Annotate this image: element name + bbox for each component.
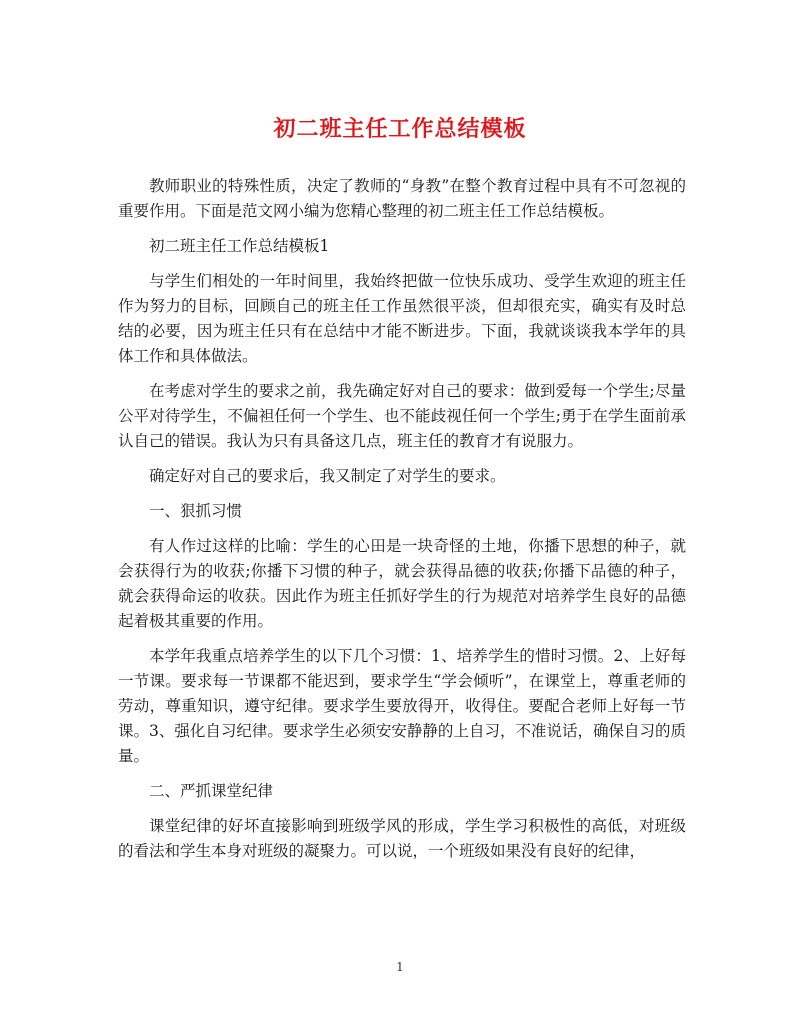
section-heading-template-1: 初二班主任工作总结模板1 <box>149 237 330 255</box>
page-number: 1 <box>396 960 404 974</box>
body-paragraph: 课堂纪律的好坏直接影响到班级学风的形成，学生学习积极性的高低，对班级的看法和学生本身对班级的凝聚力。可以说，一个班级如果没有良好的纪律， <box>118 817 686 860</box>
document-body <box>118 174 686 874</box>
section-heading-discipline: 二、严抓课堂纪律 <box>149 782 274 800</box>
body-paragraph: 本学年我重点培养学生的以下几个习惯：1、培养学生的惜时习惯。2、上好每一节课。要求每一节课都不能迟到，要求学生“学会倾听”，在课堂上，尊重老师的劳动，尊重知识，遵守纪律。要求学生要放得开，收得住。要配合老师上好每一节课。3、强化自习纪律。要求学生必须安安静静的上自习，不准说话，确保自习的质量。 <box>118 647 686 765</box>
body-paragraph: 确定好对自己的要求后，我又制定了对学生的要求。 <box>149 467 506 485</box>
body-paragraph: 与学生们相处的一年时间里，我始终把做一位快乐成功、受学生欢迎的班主任作为努力的目标，回顾自己的班主任工作虽然很平淡，但却很充实，确实有及时总结的必要，因为班主任只有在总结中才能不断进步。下面，我就谈谈我本学年的具体工作和具体做法。 <box>118 272 686 365</box>
body-paragraph: 有人作过这样的比喻：学生的心田是一块奇怪的土地，你播下思想的种子，就会获得行为的收获;你播下习惯的种子，就会获得品德的收获;你播下品德的种子，就会获得命运的收获。因此作为班主任抓好学生的行为规范对培养学生良好的品德起着极其重要的作用。 <box>118 537 686 630</box>
document-title: 初二班主任工作总结模板 <box>273 116 527 142</box>
intro-paragraph: 教师职业的特殊性质，决定了教师的“身教”在整个教育过程中具有不可忽视的重要作用。下面是范文网小编为您精心整理的初二班主任工作总结模板。 <box>118 177 686 220</box>
section-heading-habits: 一、狠抓习惯 <box>149 502 243 520</box>
body-paragraph: 在考虑对学生的要求之前，我先确定好对自己的要求：做到爱每一个学生;尽量公平对待学生，不偏袒任何一个学生、也不能歧视任何一个学生;勇于在学生面前承认自己的错误。我认为只有具备这几点，班主任的教育才有说服力。 <box>118 382 686 450</box>
